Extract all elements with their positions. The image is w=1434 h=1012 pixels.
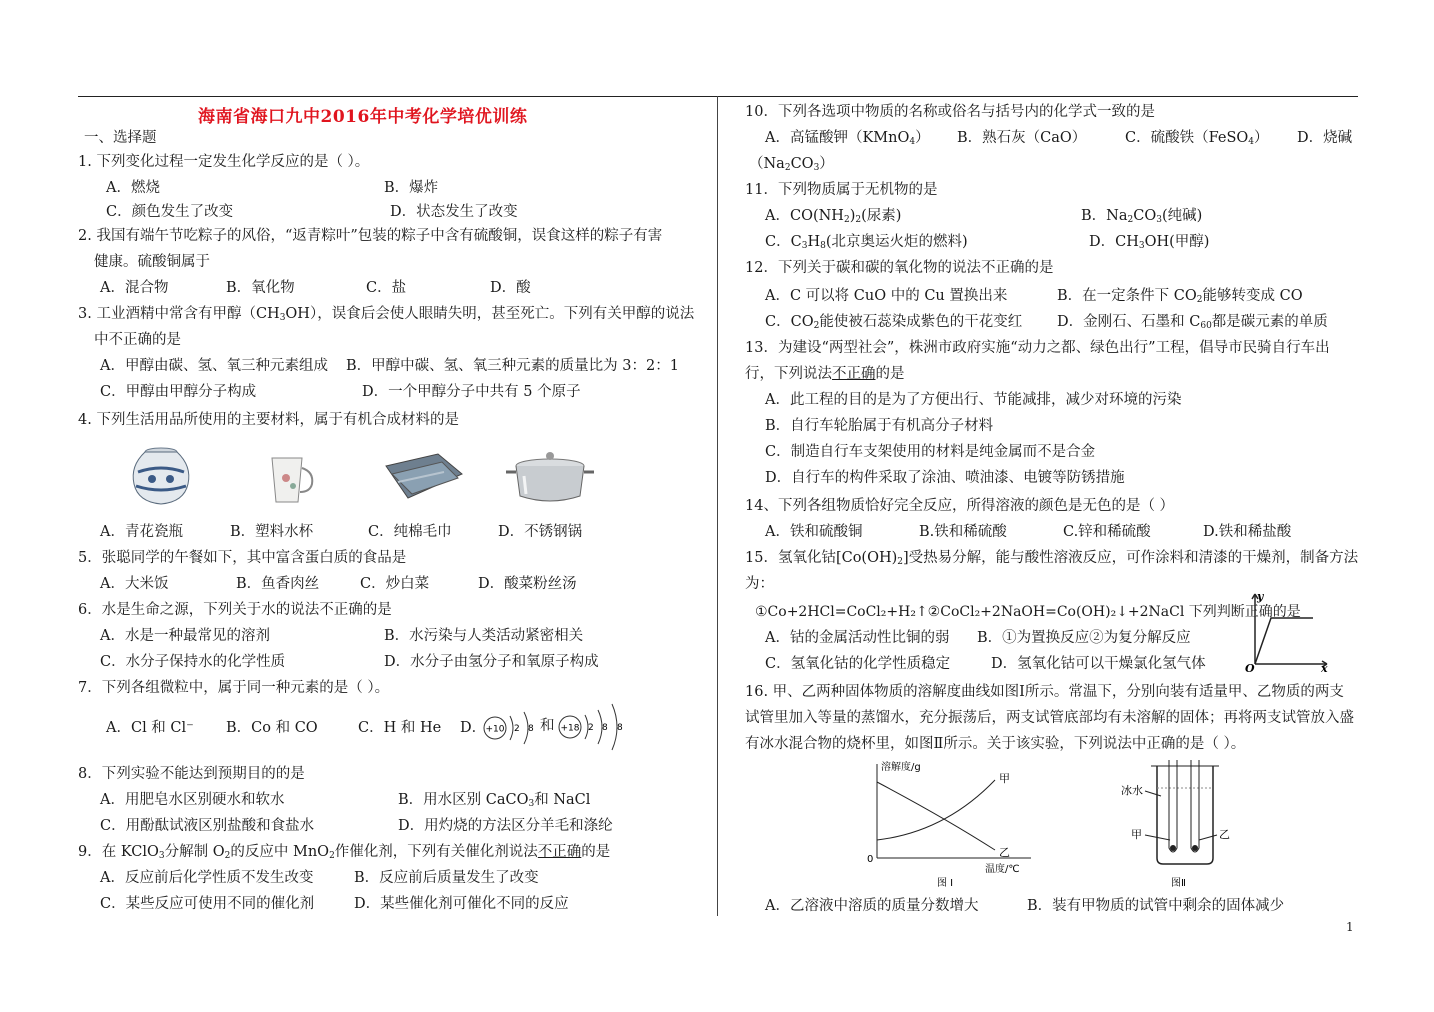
q15-option-b: B．①为置换反应②为复分解反应 [977,630,1191,646]
q4-option-b: B．塑料水杯 [230,524,314,540]
q14-option-d: D.铁和稀盐酸 [1203,524,1292,540]
q14-option-c: C.锌和稀硫酸 [1063,524,1151,540]
atom2-shell-1: 2 [588,723,594,733]
q12-option-c: C．$CO_2$能使被石蕊染成紫色的干花变红 [765,314,1023,331]
q15-option-a: A．钴的金属活动性比铜的弱 [765,630,950,646]
q4-option-a: A．青花瓷瓶 [100,524,183,540]
atom1-nucleus: +10 [485,724,505,735]
q15-equations: ①Co+2HCl=CoCl₂+H₂↑②CoCl₂+2NaOH=Co(OH)₂↓+2NaCl 下列判断正确的是 [755,604,1301,620]
q7-option-c: C．H 和 He [358,720,442,736]
q13-option-a: A．此工程的目的是为了方便出行、节能减排，减少对环境的污染 [765,392,1182,408]
cotton-towel-image [378,448,468,506]
q2-stem-line1: 2. 我国有端午节吃粽子的风俗，“返青粽叶”包装的粽子中含有硫酸铜，误食这样的粽子有害 [78,228,663,244]
q11-option-c: C．$C_3H_8$(北京奥运火炬的燃料) [765,234,968,251]
q13-stem-line2: 行，下列说法不正确的是 [745,366,905,382]
q13-option-b: B．自行车轮胎属于有机高分子材料 [765,418,994,434]
q16-stem-line3: 有冰水混合物的烧杯里，如图Ⅱ所示。关于该实验，下列说法中正确的是（ ）。 [745,736,1246,752]
q10-option-a: A．高锰酸钾（KMnO$_4$） [765,130,930,147]
q6-option-d: D．水分子由氢分子和氧原子构成 [384,654,599,670]
fig1-origin: 0 [867,854,874,865]
q5-option-a: A．大米饭 [100,576,169,592]
q3-stem-line2: 中不正确的是 [94,332,181,348]
q12-option-a: A．C 可以将 CuO 中的 Cu 置换出来 [765,288,1008,304]
q4-option-d: D．不锈钢锅 [498,524,583,540]
fig1-y-label: 溶解度/g [881,762,921,773]
q11-option-a: A．$CO(NH_2)_2$(尿素) [765,208,902,225]
atom2-shell-3: 8 [617,723,623,733]
section-heading: 一、选择题 [84,130,157,146]
q3-option-d: D．一个甲醇分子中共有 5 个原子 [362,384,581,400]
graph-origin-label: O [1245,662,1255,672]
q5-option-b: B．鱼香肉丝 [236,576,320,592]
q12-option-b: B．在一定条件下 $CO_2$能够转变成 CO [1057,288,1303,305]
q14-option-b: B.铁和稀硫酸 [919,524,1007,540]
q13-option-d: D．自行车的构件采取了涂油、喷油漆、电镀等防锈措施 [765,470,1125,486]
q10-stem: 10．下列各选项中物质的名称或俗名与括号内的化学式一致的是 [745,104,1155,120]
atom1-shell-2: 8 [528,724,534,734]
q15-graph [1243,588,1333,672]
q7-option-b: B．Co 和 CO [226,720,318,736]
q11-stem: 11．下列物质属于无机物的是 [745,182,938,198]
plastic-cup-image [266,454,316,506]
q8-option-c: C．用酚酞试液区别盐酸和食盐水 [100,818,315,834]
q2-option-d: D．酸 [490,280,531,296]
atom-diagram-argon [556,698,636,756]
fig1-curve-yi: 乙 [999,846,1010,859]
q1-option-b: B．爆炸 [384,180,439,196]
q5-option-d: D．酸菜粉丝汤 [478,576,577,592]
q4-option-c: C．纯棉毛巾 [368,524,452,540]
q16-stem-line1: 16. 甲、乙两种固体物质的溶解度曲线如图Ⅰ所示。常温下，分别向装有适量甲、乙物质的两支 [745,684,1344,700]
q8-stem: 8．下列实验不能达到预期目的的是 [78,766,305,782]
atom2-nucleus: +18 [560,723,580,734]
q13-option-c: C．制造自行车支架使用的材料是纯金属而不是合金 [765,444,1096,460]
q15-option-c: C．氢氧化钴的化学性质稳定 [765,656,951,672]
q1-option-d: D．状态发生了改变 [390,204,518,220]
porcelain-vase-image [126,444,196,508]
q3-option-a: A．甲醇由碳、氢、氧三种元素组成 [100,358,328,374]
q6-option-c: C．水分子保持水的化学性质 [100,654,286,670]
q13-stem-line1: 13．为建设“两型社会”，株洲市政府实施“动力之都、绿色出行”工程，倡导市民骑自行车出 [745,340,1330,356]
q10-option-d: D．烧碱 [1297,130,1353,146]
q1-stem: 1. 下列变化过程一定发生化学反应的是（ ）。 [78,154,370,170]
q4-stem: 4. 下列生活用品所使用的主要材料，属于有机合成材料的是 [78,412,459,428]
q9-option-d: D．某些催化剂可催化不同的反应 [354,896,569,912]
fig2-jia-label: 甲 [1131,828,1142,841]
q11-option-b: B．$Na_2CO_3$(纯碱) [1081,208,1203,225]
q5-option-c: C．炒白菜 [360,576,430,592]
q6-stem: 6．水是生命之源，下列关于水的说法不正确的是 [78,602,392,618]
q10-option-b: B．熟石灰（CaO） [957,130,1087,146]
q2-option-b: B．氧化物 [226,280,295,296]
q12-option-d: D．金刚石、石墨和 $C_{60}$都是碳元素的单质 [1057,314,1328,331]
q6-option-b: B．水污染与人类活动紧密相关 [384,628,584,644]
q7-stem: 7．下列各组微粒中，属于同一种元素的是（ ）。 [78,680,390,696]
q15-option-d: D．氢氧化钴可以干燥氯化氢气体 [991,656,1206,672]
q8-option-d: D．用灼烧的方法区分羊毛和涤纶 [398,818,613,834]
q3-option-c: C．甲醇由甲醇分子构成 [100,384,257,400]
q9-option-b: B．反应前后质量发生了改变 [354,870,539,886]
page-number: 1 [1346,920,1354,934]
q9-stem: 9．在 KClO$_3$分解制 $O_2$的反应中 MnO$_2$作催化剂，下列有关催化剂说法不正确的是 [78,844,611,861]
fig1-curve-jia: 甲 [999,772,1010,785]
steel-pot-image [502,446,598,508]
q7-option-a: A．Cl 和 Cl⁻ [106,720,194,736]
fig2-yi-label: 乙 [1219,828,1230,841]
q16-stem-line2: 试管里加入等量的蒸馏水，充分振荡后，两支试管底部均有未溶解的固体；再将两支试管放入盛 [745,710,1354,726]
q9-option-c: C．某些反应可使用不同的催化剂 [100,896,315,912]
q16-option-b: B．装有甲物质的试管中剩余的固体减少 [1027,898,1285,914]
q11-option-d: D．$CH_3OH$(甲醇) [1089,234,1210,251]
q16-option-a: A．乙溶液中溶质的质量分数增大 [765,898,979,914]
q3-stem-line1: 3. 工业酒精中常含有甲醇$(CH_3OH)$，误食后会使人眼睛失明，甚至死亡。下列有关甲醇的说法 [78,306,695,323]
q7-option-d: D． [460,720,487,736]
column-divider [717,96,718,916]
q8-option-b: B．用水区别 CaCO$_3$和 NaCl [398,792,591,809]
beaker-figure [1115,758,1245,890]
q2-option-c: C．盐 [366,280,407,296]
fig2-ice-water-label: 冰水 [1121,784,1143,797]
q1-option-a: A．燃烧 [106,180,160,196]
q14-stem: 14、下列各组物质恰好完全反应，所得溶液的颜色是无色的是（ ） [745,498,1175,514]
fig1-caption: 图 I [937,878,954,889]
q14-option-a: A．铁和硫酸铜 [765,524,863,540]
q5-stem: 5．张聪同学的午餐如下，其中富含蛋白质的食品是 [78,550,407,566]
page-title: 海南省海口九中2016年中考化学培优训练 [198,107,528,127]
header-rule [78,96,1358,97]
atom2-shell-2: 8 [602,723,608,733]
q1-option-c: C．颜色发生了改变 [106,204,234,220]
atom1-shell-1: 2 [514,724,520,734]
q2-option-a: A．混合物 [100,280,169,296]
q7-and: 和 [540,718,555,734]
graph-x-label: x [1321,662,1328,672]
q9-option-a: A．反应前后化学性质不发生改变 [100,870,314,886]
q15-stem-line1: 15．氢氧化钴$[Co(OH)_2]$受热易分解，能与酸性溶液反应，可作涂料和清漆的干燥剂，制备方法 [745,550,1359,567]
q12-stem: 12．下列关于碳和碳的氧化物的说法不正确的是 [745,260,1054,276]
q3-option-b: B．甲醇中碳、氢、氧三种元素的质量比为 3：2：1 [346,358,679,374]
q15-stem-line2: 为： [745,576,774,592]
q8-option-a: A．用肥皂水区别硬水和软水 [100,792,285,808]
graph-y-label: y [1257,590,1264,603]
q10-option-c: C．硫酸铁（FeSO$_4$） [1125,130,1269,147]
solubility-curve-figure [865,758,1045,890]
q10-option-d-formula: $(Na_2CO_3)$ [749,156,834,173]
q2-stem-line2: 健康。硫酸铜属于 [94,254,210,270]
q6-option-a: A．水是一种最常见的溶剂 [100,628,270,644]
fig2-caption: 图Ⅱ [1171,878,1186,889]
fig1-x-label: 温度/℃ [985,864,1020,875]
